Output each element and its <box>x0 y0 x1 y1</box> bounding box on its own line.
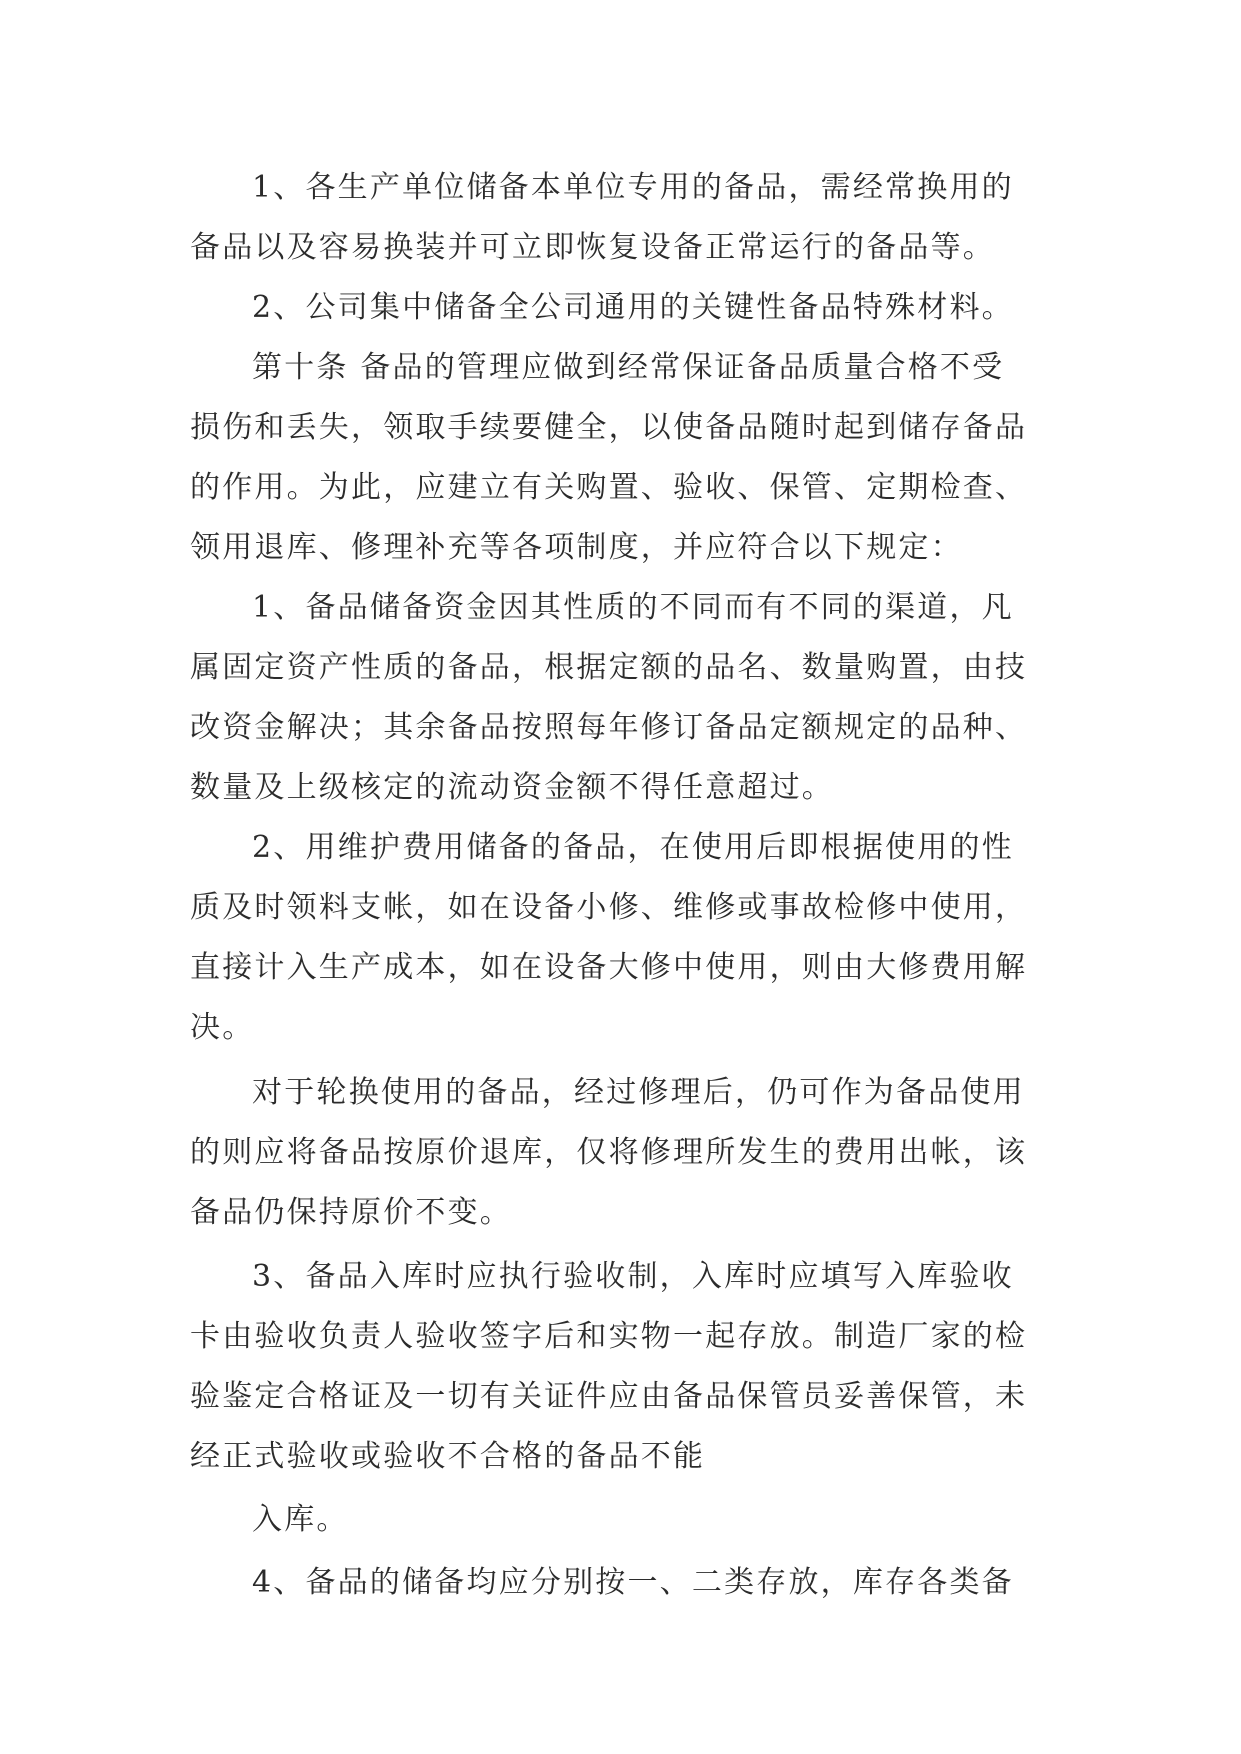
text-line: 领用退库、修理补充等各项制度，并应符合以下规定： <box>190 530 963 565</box>
text-line: 损伤和丢失，领取手续要健全，以使备品随时起到储存备品 <box>190 410 1028 445</box>
text-line: 入库。 <box>252 1502 349 1537</box>
text-line: 备品仍保持原价不变。 <box>190 1195 512 1230</box>
text-line: 质及时领料支帐，如在设备小修、维修或事故检修中使用， <box>190 890 1028 925</box>
text-line: 卡由验收负责人验收签字后和实物一起存放。制造厂家的检 <box>190 1319 1028 1354</box>
text-line: 的则应将备品按原价退库，仅将修理所发生的费用出帐，该 <box>190 1135 1028 1170</box>
text-line: 4、备品的储备均应分别按一、二类存放，库存各类备 <box>252 1565 1014 1600</box>
text-line: 对于轮换使用的备品，经过修理后，仍可作为备品使用 <box>252 1075 1025 1110</box>
text-line: 第十条 备品的管理应做到经常保证备品质量合格不受 <box>252 350 1005 385</box>
text-line: 2、用维护费用储备的备品，在使用后即根据使用的性 <box>252 830 1014 865</box>
text-line: 属固定资产性质的备品，根据定额的品名、数量购置，由技 <box>190 650 1028 685</box>
text-line: 2、公司集中储备全公司通用的关键性备品特殊材料。 <box>252 290 1014 325</box>
text-line: 3、备品入库时应执行验收制，入库时应填写入库验收 <box>252 1259 1014 1294</box>
text-line: 改资金解决；其余备品按照每年修订备品定额规定的品种、 <box>190 710 1028 745</box>
text-line: 验鉴定合格证及一切有关证件应由备品保管员妥善保管，未 <box>190 1379 1028 1414</box>
text-line: 备品以及容易换装并可立即恢复设备正常运行的备品等。 <box>190 230 995 265</box>
text-line: 决。 <box>190 1010 255 1045</box>
text-line: 1、备品储备资金因其性质的不同而有不同的渠道，凡 <box>252 590 1014 625</box>
text-line: 的作用。为此，应建立有关购置、验收、保管、定期检查、 <box>190 470 1028 505</box>
text-line: 直接计入生产成本，如在设备大修中使用，则由大修费用解 <box>190 950 1028 985</box>
text-line: 1、各生产单位储备本单位专用的备品，需经常换用的 <box>252 170 1014 205</box>
text-line: 数量及上级核定的流动资金额不得任意超过。 <box>190 770 834 805</box>
text-line: 经正式验收或验收不合格的备品不能 <box>190 1439 706 1474</box>
